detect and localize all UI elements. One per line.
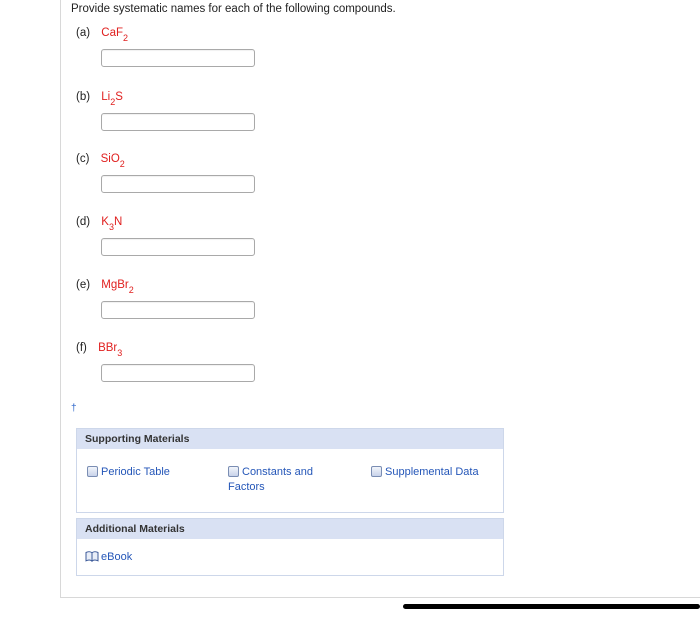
part-letter: (c) — [76, 153, 90, 165]
compound-formula — [98, 342, 123, 358]
compound-formula — [101, 91, 123, 107]
formula-symbol: BBr — [98, 342, 118, 354]
periodic-table-label: Periodic Table — [101, 466, 170, 478]
part-label — [76, 91, 123, 107]
resource-icon — [87, 466, 98, 477]
formula-symbol: S — [115, 91, 123, 103]
home-indicator-bar — [403, 604, 700, 609]
resource-icon — [228, 466, 239, 477]
compound-formula — [101, 216, 123, 232]
formula-subscript: 2 — [128, 285, 134, 295]
formula-subscript: 2 — [123, 33, 129, 43]
part-letter: (f) — [76, 342, 87, 354]
formula-subscript: 2 — [110, 97, 116, 107]
part-label — [76, 153, 125, 169]
formula-subscript: 3 — [117, 348, 123, 358]
part-letter: (b) — [76, 91, 91, 103]
answer-input-a[interactable] — [101, 49, 255, 67]
compound-formula — [101, 279, 134, 295]
formula-symbol: MgBr — [101, 279, 129, 291]
answer-input-b[interactable] — [101, 113, 255, 131]
answer-input-e[interactable] — [101, 301, 255, 319]
formula-symbol: SiO — [100, 153, 120, 165]
resource-icon — [371, 466, 382, 477]
ebook-link[interactable] — [85, 550, 132, 565]
additional-materials-header: Additional Materials — [77, 519, 503, 539]
answer-input-c[interactable] — [101, 175, 255, 193]
answer-input-d[interactable] — [101, 238, 255, 256]
part-label — [76, 279, 134, 295]
book-icon — [85, 551, 99, 562]
question-prompt: Provide systematic names for each of the following compounds. — [71, 3, 396, 15]
additional-materials-panel — [76, 518, 504, 576]
formula-subscript: 2 — [119, 159, 125, 169]
part-letter: (d) — [76, 216, 91, 228]
content-frame-bottom-border — [60, 597, 700, 598]
compound-formula — [100, 153, 125, 169]
supporting-materials-panel — [76, 428, 504, 513]
formula-symbol: Li — [101, 91, 111, 103]
formula-symbol: K — [101, 216, 109, 228]
content-frame-left-border — [60, 0, 61, 598]
answer-input-f[interactable] — [101, 364, 255, 382]
part-letter: (e) — [76, 279, 91, 291]
part-letter: (a) — [76, 27, 91, 39]
compound-formula — [101, 27, 129, 43]
supplemental-data-label: Supplemental Data — [385, 466, 479, 478]
formula-subscript: 3 — [108, 222, 114, 232]
part-label — [76, 216, 123, 232]
periodic-table-link[interactable] — [87, 465, 170, 480]
constants-and-factors-label: Constants and Factors — [228, 466, 313, 493]
supporting-materials-header: Supporting Materials — [77, 429, 503, 449]
formula-symbol: CaF — [101, 27, 123, 39]
supplemental-data-link[interactable] — [371, 465, 479, 480]
constants-and-factors-link[interactable] — [228, 465, 326, 495]
footnote-dagger[interactable]: † — [71, 403, 77, 414]
ebook-label: eBook — [101, 551, 133, 563]
part-label — [76, 342, 123, 358]
part-label — [76, 27, 129, 43]
formula-symbol: N — [113, 216, 123, 228]
